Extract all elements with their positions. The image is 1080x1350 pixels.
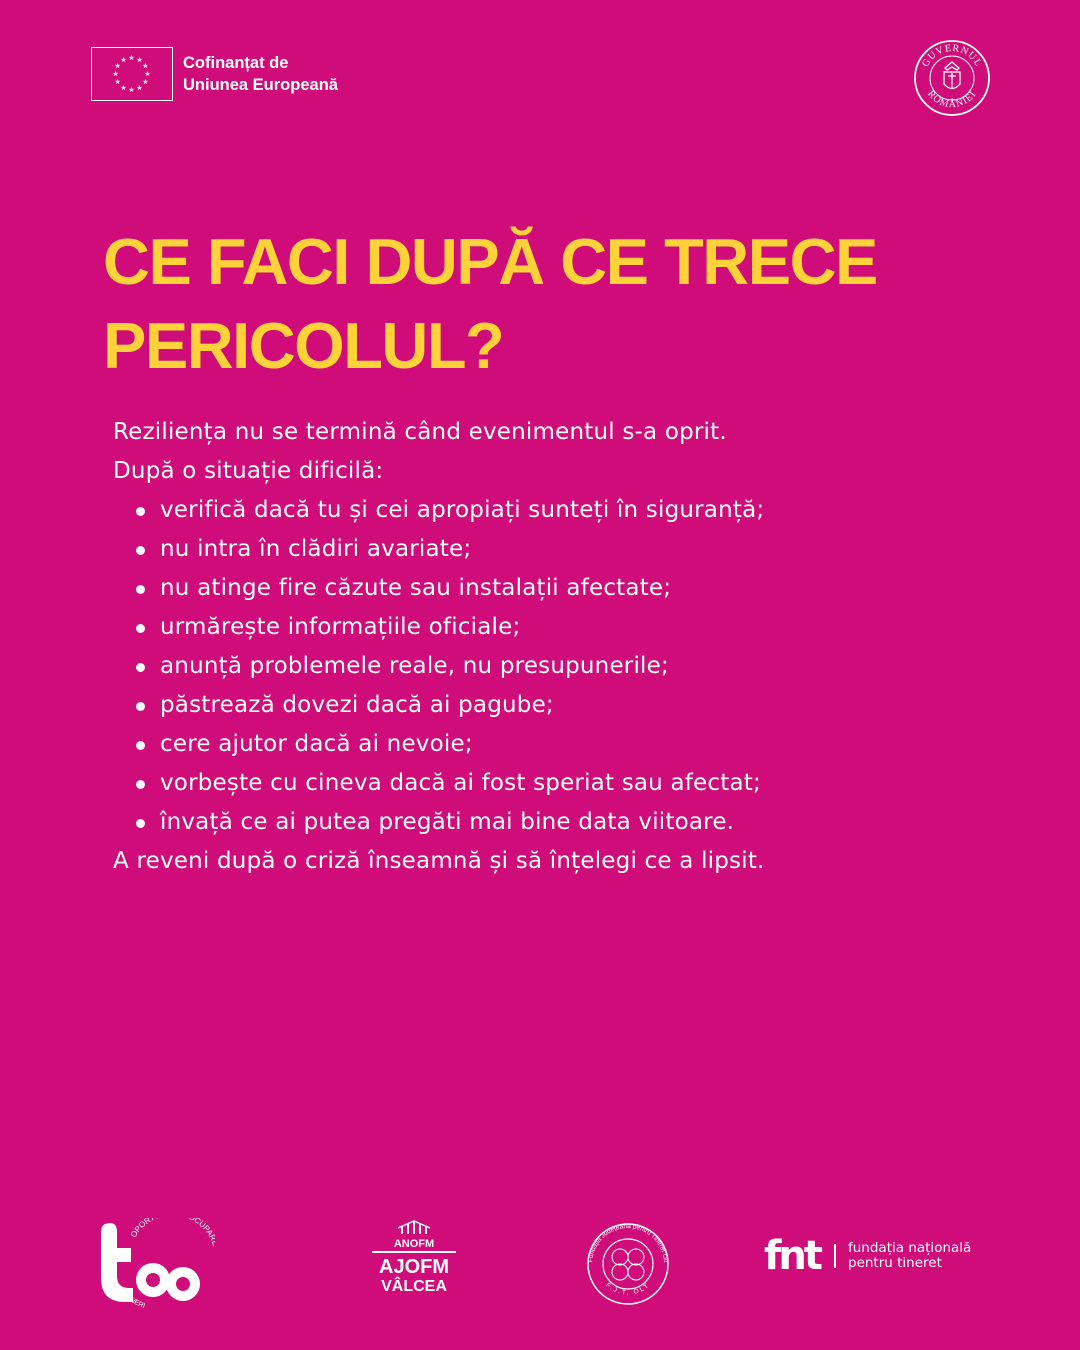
ajofm-logo (368, 1220, 460, 1300)
svg-text:OPORTUNITĂȚI OCUPARE (129, 1218, 215, 1247)
eu-star-icon: ★ (128, 54, 135, 62)
ajofm-divider (372, 1251, 456, 1253)
fnt-line2: pentru tineret (848, 1255, 942, 1271)
advice-list (113, 491, 1013, 842)
fnt-logo (764, 1233, 972, 1279)
eu-cofinancing-text (183, 52, 338, 96)
intro-line-1: Reziliența nu se termină când evenimentul s-a oprit. (113, 419, 727, 445)
eu-cofinancing-logo (91, 47, 338, 101)
too-sub-text: TINERI (123, 1292, 146, 1310)
anofm-label: ANOFM (393, 1238, 435, 1250)
bullet-icon (136, 585, 145, 594)
eu-flag-icon (91, 47, 173, 101)
seal-top-text: GUVERNUL (920, 42, 984, 69)
eu-text-line2: Uniunea Europeană (183, 76, 338, 94)
bullet-icon (136, 663, 145, 672)
list-item: cere ajutor dacă ai nevoie; (113, 725, 1013, 764)
eu-star-icon: ★ (128, 86, 135, 94)
eu-star-icon: ★ (114, 78, 121, 86)
seal-bottom-text: ROMÂNIEI (925, 88, 979, 111)
page-title (103, 220, 1003, 388)
list-item: verifică dacă tu și cei apropiați sunteți în siguranță; (113, 491, 1013, 530)
closing-line: A reveni după o criză înseamnă și să înțelegi ce a lipsit. (113, 848, 765, 874)
intro-line-2: După o situație dificilă: (113, 458, 384, 484)
bullet-icon (136, 507, 145, 516)
eu-star-icon: ★ (136, 83, 143, 92)
list-item: nu intra în clădiri avariate; (113, 530, 1013, 569)
fnt-text (848, 1241, 971, 1271)
fnt-line1: fundația națională (848, 1240, 972, 1256)
list-item: păstrează dovezi dacă ai pagube; (113, 686, 1013, 725)
romanian-government-seal (911, 40, 993, 116)
too-arc-text: OPOR CUPA (128, 1218, 215, 1240)
list-item: vorbește cu cineva dacă ai fost speriat sau afectat; (113, 764, 1013, 803)
fnt-mark: fnt (764, 1233, 820, 1279)
eu-star-icon: ★ (144, 70, 151, 78)
list-item: învață ce ai putea pregăti mai bine data viitoare. (113, 803, 1013, 842)
bullet-icon (136, 819, 145, 828)
eu-star-icon: ★ (112, 70, 119, 78)
too-logo (95, 1218, 215, 1310)
bullet-icon (136, 624, 145, 633)
eu-star-icon: ★ (142, 78, 149, 86)
bullet-icon (136, 702, 145, 711)
ajofm-line1: AJOFM (379, 1256, 449, 1278)
bullet-icon (136, 780, 145, 789)
body-text (113, 413, 1013, 881)
bullet-icon (136, 741, 145, 750)
faces-icon (612, 1249, 644, 1280)
title-line-2: PERICOLUL? (103, 309, 504, 382)
ajofm-line2: VÂLCEA (381, 1278, 447, 1295)
eu-star-icon: ★ (136, 56, 143, 65)
title-line-1: CE FACI DUPĂ CE TRECE (103, 225, 877, 298)
svg-text:ROMÂNIEI (925, 89, 979, 111)
eu-star-icon: ★ (120, 56, 127, 65)
fjt-olt-logo (580, 1218, 675, 1308)
eu-star-icon: ★ (142, 62, 149, 70)
eu-text-line1: Cofinanțat de (183, 54, 289, 72)
list-item: nu atinge fire căzute sau instalații afectate; (113, 569, 1013, 608)
coat-of-arms-icon (944, 62, 960, 89)
fjt-arc-text: Fundația Județeană pentru Tineret Olt (586, 1222, 669, 1263)
bullet-icon (136, 546, 145, 555)
eu-star-icon: ★ (120, 83, 127, 92)
eu-star-icon: ★ (114, 62, 121, 70)
fjt-bottom-text: F.J.T. OLT (604, 1281, 652, 1297)
fnt-separator (834, 1244, 836, 1268)
list-item: anunță problemele reale, nu presupunerile; (113, 647, 1013, 686)
list-item: urmărește informațiile oficiale; (113, 608, 1013, 647)
